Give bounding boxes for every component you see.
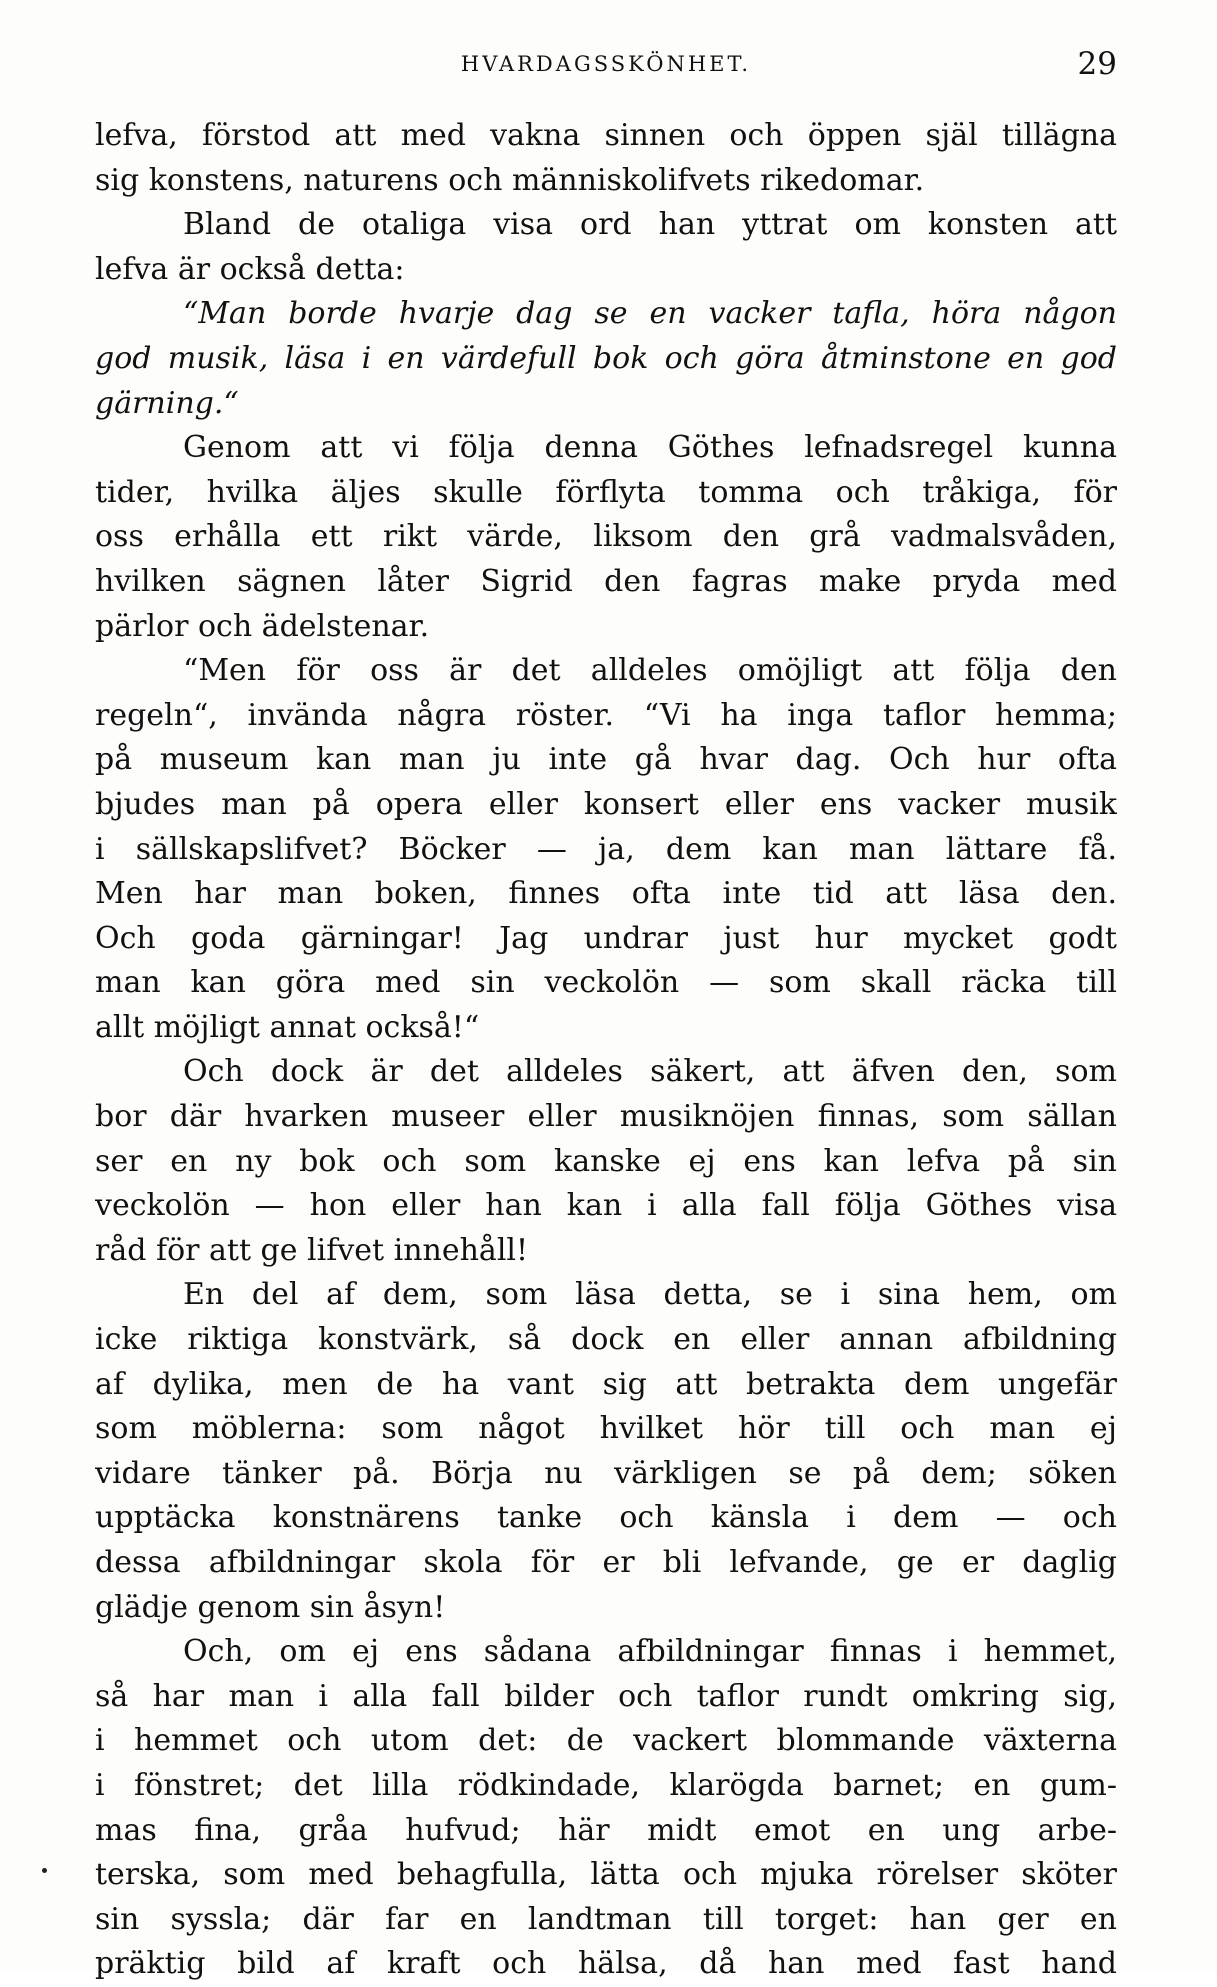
running-head xyxy=(95,46,1117,86)
text-line: terska, som med behagfulla, lätta och mjuka rörelser sköter xyxy=(95,1857,1117,1893)
text-line: af dylika, men de ha vant sig att betrakta dem ungefär xyxy=(95,1366,1117,1402)
text-line: allt möjligt annat också!“ xyxy=(95,1009,480,1045)
text-line: råd för att ge lifvet innehåll! xyxy=(95,1232,529,1268)
text-line: hvilken sägnen låter Sigrid den fagras make pryda med xyxy=(95,563,1117,599)
text-line: i hemmet och utom det: de vackert blommande växterna xyxy=(95,1723,1117,1759)
text-line: man kan göra med sin veckolön — som skall räcka till xyxy=(95,965,1117,1001)
text-line: Genom att vi följa denna Göthes lefnadsregel kunna xyxy=(183,430,1117,466)
text-line: så har man i alla fall bilder och taflor rundt omkring sig, xyxy=(95,1678,1117,1714)
text-line: präktig bild af kraft och hälsa, då han med fast hand xyxy=(95,1946,1117,1982)
text-line: Men har man boken, finnes ofta inte tid att läsa den. xyxy=(95,876,1117,912)
text-line: Bland de otaliga visa ord han yttrat om konsten att xyxy=(183,207,1117,243)
text-line: lefva är också detta: xyxy=(95,251,405,287)
text-line: ser en ny bok och som kanske ej ens kan lefva på sin xyxy=(95,1143,1117,1179)
text-line: Och dock är det alldeles säkert, att äfven den, som xyxy=(183,1054,1117,1090)
text-line: sin syssla; där far en landtman till torget: han ger en xyxy=(95,1901,1117,1937)
text-line: sig konstens, naturens och människolifvets rikedomar. xyxy=(95,162,925,198)
text-line: vidare tänker på. Börja nu värkligen se på dem; söken xyxy=(95,1455,1117,1491)
text-line: gärning.“ xyxy=(95,385,239,421)
text-line: glädje genom sin åsyn! xyxy=(95,1589,446,1625)
text-line: som möblerna: som något hvilket hör till och man ej xyxy=(95,1411,1117,1447)
text-line: på museum kan man ju inte gå hvar dag. Och hur ofta xyxy=(95,742,1117,778)
running-title: HVARDAGSSKÖNHET. xyxy=(460,52,752,76)
text-line: regeln“, invända några röster. “Vi ha inga taflor hemma; xyxy=(95,697,1117,733)
text-line: bor där hvarken museer eller musiknöjen finnas, som sällan xyxy=(95,1099,1117,1135)
text-line: icke riktiga konstvärk, så dock en eller annan afbildning xyxy=(95,1322,1117,1358)
text-line: upptäcka konstnärens tanke och känsla i dem — och xyxy=(95,1500,1117,1536)
text-line: tider, hvilka äljes skulle förflyta tomma och tråkiga, för xyxy=(95,474,1117,510)
text-line: bjudes man på opera eller konsert eller ens vacker musik xyxy=(95,786,1117,822)
text-line: En del af dem, som läsa detta, se i sina hem, om xyxy=(183,1277,1117,1313)
text-line: god musik, läsa i en värdefull bok och göra åtminstone en god xyxy=(95,340,1117,376)
text-line: lefva, förstod att med vakna sinnen och öppen själ tillägna xyxy=(95,118,1117,153)
text-line: pärlor och ädelstenar. xyxy=(95,608,430,644)
text-line: i fönstret; det lilla rödkindade, klarögda barnet; en gum- xyxy=(95,1767,1117,1803)
page-number: 29 xyxy=(1077,46,1117,82)
text-line: oss erhålla ett rikt värde, liksom den grå vadmalsvåden, xyxy=(95,519,1117,555)
print-speck xyxy=(42,1868,47,1873)
text-line: “Men för oss är det alldeles omöjligt att följa den xyxy=(183,653,1117,689)
text-line: Och goda gärningar! Jag undrar just hur mycket godt xyxy=(95,920,1117,956)
text-line: Och, om ej ens sådana afbildningar finnas i hemmet, xyxy=(183,1634,1117,1670)
text-line: veckolön — hon eller han kan i alla fall följa Göthes visa xyxy=(95,1188,1117,1224)
body-text xyxy=(95,114,1117,1987)
text-line: i sällskapslifvet? Böcker — ja, dem kan man lättare få. xyxy=(95,831,1117,867)
text-line: dessa afbildningar skola för er bli lefvande, ge er daglig xyxy=(95,1545,1117,1580)
text-line: mas fina, gråa hufvud; här midt emot en ung arbe- xyxy=(95,1812,1117,1848)
text-line: “Man borde hvarje dag se en vacker tafla, höra någon xyxy=(183,296,1117,332)
